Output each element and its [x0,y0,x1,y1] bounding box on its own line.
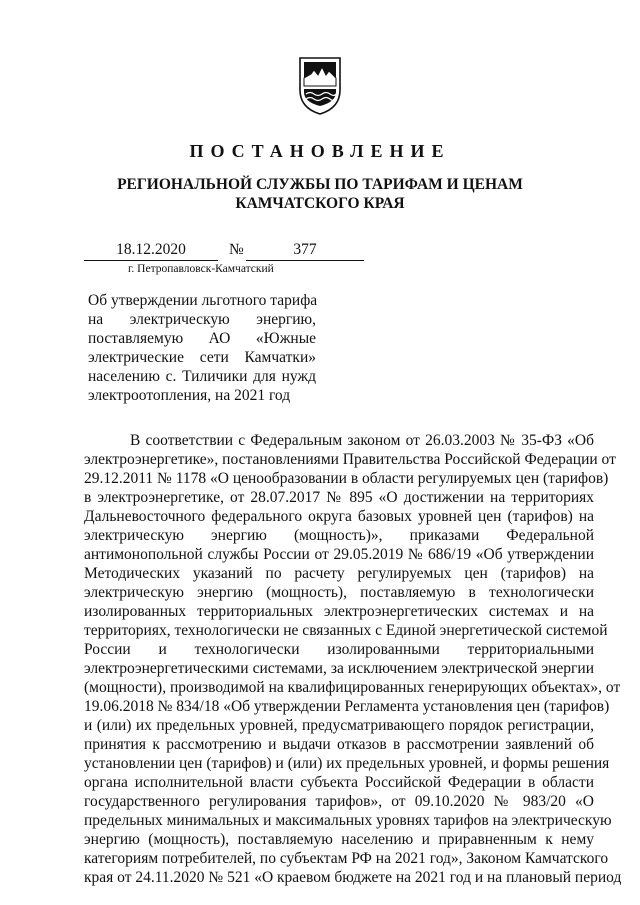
body-line: установлении цен (тарифов) и (или) их предельных уровней, и формы решения [84,755,610,772]
body-line: электроэнергетическими системами, за исключением электрической энергии [84,660,594,677]
body-line: России и технологически изолированными территориальными [84,641,594,658]
body-line: антимонопольной службы России от 29.05.2019 № 686/19 «Об утверждении [84,546,594,563]
body-line: территориях, технологически не связанных с Единой энергетической системой [84,622,608,639]
body-line: края от 24.11.2020 № 521 «О краевом бюджете на 2021 год и на плановый период [84,869,622,886]
number-sign: № [229,241,244,258]
body-line: 29.12.2011 № 1178 «О ценообразовании в области регулируемых цен (тарифов) [84,470,609,487]
body-line: электрическую энергию (мощность)», приказами Федеральной [84,527,594,544]
document-city: г. Петропавловск-Камчатский [128,263,274,275]
subject-line: населению с. Тиличики для нужд [88,368,316,385]
date-underline [84,260,218,261]
issuing-authority-line: РЕГИОНАЛЬНОЙ СЛУЖБЫ ПО ТАРИФАМ И ЦЕНАМ [117,176,523,193]
body-line: В соответствии с Федеральным законом от 26.03.2003 № 35-ФЗ «Об [130,432,594,449]
body-line: категориям потребителей, по субъектам РФ на 2021 год», Законом Камчатского [84,850,609,867]
body-line: принятия к рассмотрению и выдачи отказов в рассмотрении заявлений об [84,736,594,753]
subject-line: Об утверждении льготного тарифа [88,292,318,309]
body-line: в электроэнергетике, от 28.07.2017 № 895 «О достижении на территориях [84,489,594,506]
body-line: государственного регулирования тарифов», от 09.10.2020 № 983/20 «О [84,793,594,810]
subject-line: поставляемую АО «Южные [88,330,316,347]
body-line: Методических указаний по расчету регулируемых цен (тарифов) на [84,565,594,582]
body-line: и (или) их предельных уровней, предусматривающего порядок регистрации, [84,717,594,734]
body-line: предельных минимальных и максимальных уровнях тарифов на электрическую [84,812,612,829]
issuing-authority-line: КАМЧАТСКОГО КРАЯ [235,195,405,212]
body-line: электроэнергетике», постановлениями Правительства Российской Федерации от [84,451,616,468]
document-number: 377 [293,241,317,258]
body-line: Дальневосточного федерального округа базовых уровней цен (тарифов) на [84,508,594,525]
body-line: 19.06.2018 № 834/18 «Об утверждении Регламента установления цен (тарифов) [84,698,610,715]
document-type-title: ПОСТАНОВЛЕНИЕ [189,141,451,161]
body-line: электрическую энергию (мощность), поставляемую в технологически [84,584,594,601]
body-line: органа исполнительной власти субъекта Российской Федерации в области [84,774,594,791]
body-line: энергию (мощность), поставляемую населению и приравненным к нему [84,831,594,848]
subject-line: электроотопления, на 2021 год [88,387,291,404]
subject-line: на электрическую энергию, [88,311,316,328]
subject-line: электрические сети Камчатки» [88,349,316,366]
number-underline [246,260,364,261]
body-line: изолированных территориальных электроэнергетических системах и на [84,603,594,620]
kamchatka-coat-of-arms-icon [296,56,344,116]
body-line: (мощности), производимой на квалифицированных генерирующих объектах», от [84,679,621,696]
document-date: 18.12.2020 [116,241,186,258]
